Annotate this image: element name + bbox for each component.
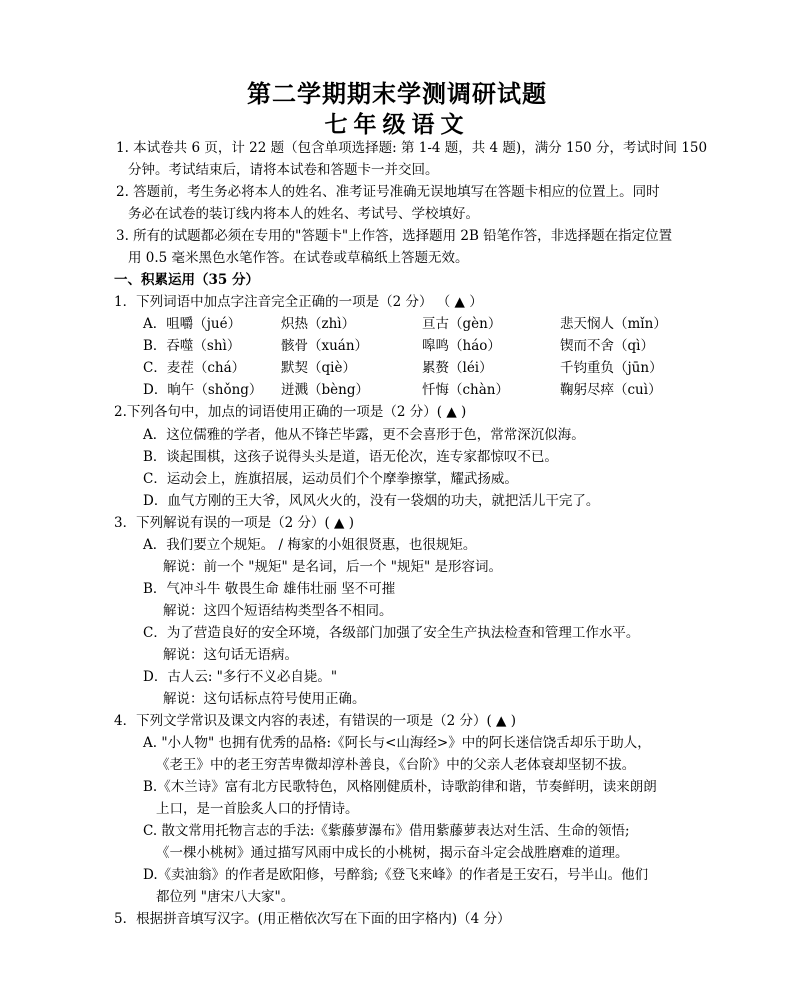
q4-option-a: A. "小人物" 也拥有优秀的品格:《阿长与<山海经>》中的阿长迷信饶舌却乐于助人， [143, 735, 651, 751]
question-2-stem: 2.下列各句中，加点的词语使用正确的一项是（2 分）( ▲ ) [114, 404, 467, 420]
q1-word: 悲天悯人（mǐn） [560, 316, 667, 332]
note-line: 2. 答题前，考生务必将本人的姓名、准考证号准确无误地填写在答题卡相应的位置上。同时 [116, 184, 660, 200]
question-5-stem: 5．根据拼音填写汉字。(用正楷依次写在下面的田字格内)（4 分） [114, 911, 511, 927]
q1-option-b: B．吞噬（shì） [143, 338, 241, 354]
q1-option-c: C．麦茬（chá） [143, 360, 246, 376]
q1-word: 炽热（zhì） [281, 316, 356, 332]
note-line: 3. 所有的试题都必须在专用的"答题卡"上作答，选择题用 2B 铅笔作答，非选择题在指定位置 [116, 228, 673, 244]
q3-explanation: 解说：这句话标点符号使用正确。 [163, 691, 366, 707]
q2-option-a: A．这位儒雅的学者，他从不锋芒毕露，更不会喜形于色，常常深沉似海。 [143, 427, 585, 443]
q3-option-b: B．气冲斗牛 敬畏生命 雄伟壮丽 坚不可摧 [143, 581, 396, 597]
q4-option-c-cont: 《一棵小桃树》通过描写风雨中成长的小桃树，揭示奋斗定会战胜磨难的道理。 [156, 845, 629, 861]
section-heading: 一、积累运用（35 分） [114, 272, 259, 288]
q3-option-a: A．我们要立个规矩。 / 梅家的小姐很贤惠，也很规矩。 [143, 537, 477, 553]
note-line: 用 0.5 毫米黑色水笔作答。在试卷或草稿纸上答题无效。 [128, 250, 469, 266]
q3-explanation: 解说：前一个 "规矩" 是名词，后一个 "规矩" 是形容词。 [163, 559, 503, 575]
q3-option-d: D．古人云: "多行不义必自毙。" [143, 669, 338, 685]
q1-option-d: D．晌午（shǒng） [143, 382, 263, 398]
q3-explanation: 解说：这句话无语病。 [163, 647, 298, 663]
q4-option-d: D.《卖油翁》的作者是欧阳修，号醉翁;《登飞来峰》的作者是王安石，号半山。他们 [143, 867, 649, 883]
note-line: 1. 本试卷共 6 页，计 22 题（包含单项选择题: 第 1-4 题，共 4 题)，满分 150 分，考试时间 150 [116, 140, 708, 156]
q4-option-a-cont: 《老王》中的老王穷苦卑微却淳朴善良，《台阶》中的父亲人老体衰却坚韧不拔。 [156, 757, 636, 773]
q1-word: 锲而不舍（qì） [560, 338, 654, 354]
q1-word: 迸溅（bèng） [281, 382, 369, 398]
exam-title: 第二学期期末学测调研试题 [247, 79, 547, 108]
question-1-stem: 1．下列词语中加点字注音完全正确的一项是（2 分） （ ▲ ） [114, 294, 483, 310]
note-line: 务必在试卷的装订线内将本人的姓名、考试号、学校填好。 [128, 206, 479, 222]
q4-option-b-cont: 上口，是一首脍炙人口的抒情诗。 [156, 801, 359, 817]
question-4-stem: 4．下列文学常识及课文内容的表述，有错误的一项是（2 分）( ▲ ) [114, 713, 516, 729]
q2-option-b: B．谈起围棋，这孩子说得头头是道，语无伦次，连专家都惊叹不已。 [143, 449, 558, 465]
q2-option-c: C．运动会上，旌旗招展，运动员们个个摩拳擦掌，耀武扬威。 [143, 471, 518, 487]
q1-word: 千钧重负（jūn） [560, 360, 663, 376]
q1-word: 累赘（léi） [422, 360, 493, 376]
q1-word: 默契（qiè） [281, 360, 356, 376]
q3-explanation: 解说：这四个短语结构类型各不相同。 [163, 603, 393, 619]
exam-subtitle: 七年级语文 [324, 111, 470, 138]
q4-option-b: B.《木兰诗》富有北方民歌特色，风格刚健质朴，诗歌韵律和谐，节奏鲜明，读来朗朗 [143, 779, 657, 795]
q4-option-c: C. 散文常用托物言志的手法:《紫藤萝瀑布》借用紫藤萝表达对生活、生命的领悟; [143, 823, 630, 839]
q1-word: 亘古（gèn） [422, 316, 502, 332]
note-line: 分钟。考试结束后，请将本试卷和答题卡一并交回。 [128, 162, 439, 178]
q3-option-c: C．为了营造良好的安全环境，各级部门加强了安全生产执法检查和管理工作水平。 [143, 625, 640, 641]
q1-option-a: A．咀嚼（jué） [143, 316, 242, 332]
q1-word: 骸骨（xuán） [281, 338, 369, 354]
q1-word: 嗥鸣（háo） [422, 338, 501, 354]
q1-word: 鞠躬尽瘁（cuì） [560, 382, 662, 398]
q2-option-d: D．血气方刚的王大爷，风风火火的，没有一袋烟的功夫，就把活儿干完了。 [143, 493, 600, 509]
question-3-stem: 3．下列解说有误的一项是（2 分）( ▲ ) [114, 515, 354, 531]
q1-word: 忏悔（chàn） [422, 382, 509, 398]
q4-option-d-cont: 都位列 "唐宋八大家"。 [156, 889, 295, 905]
